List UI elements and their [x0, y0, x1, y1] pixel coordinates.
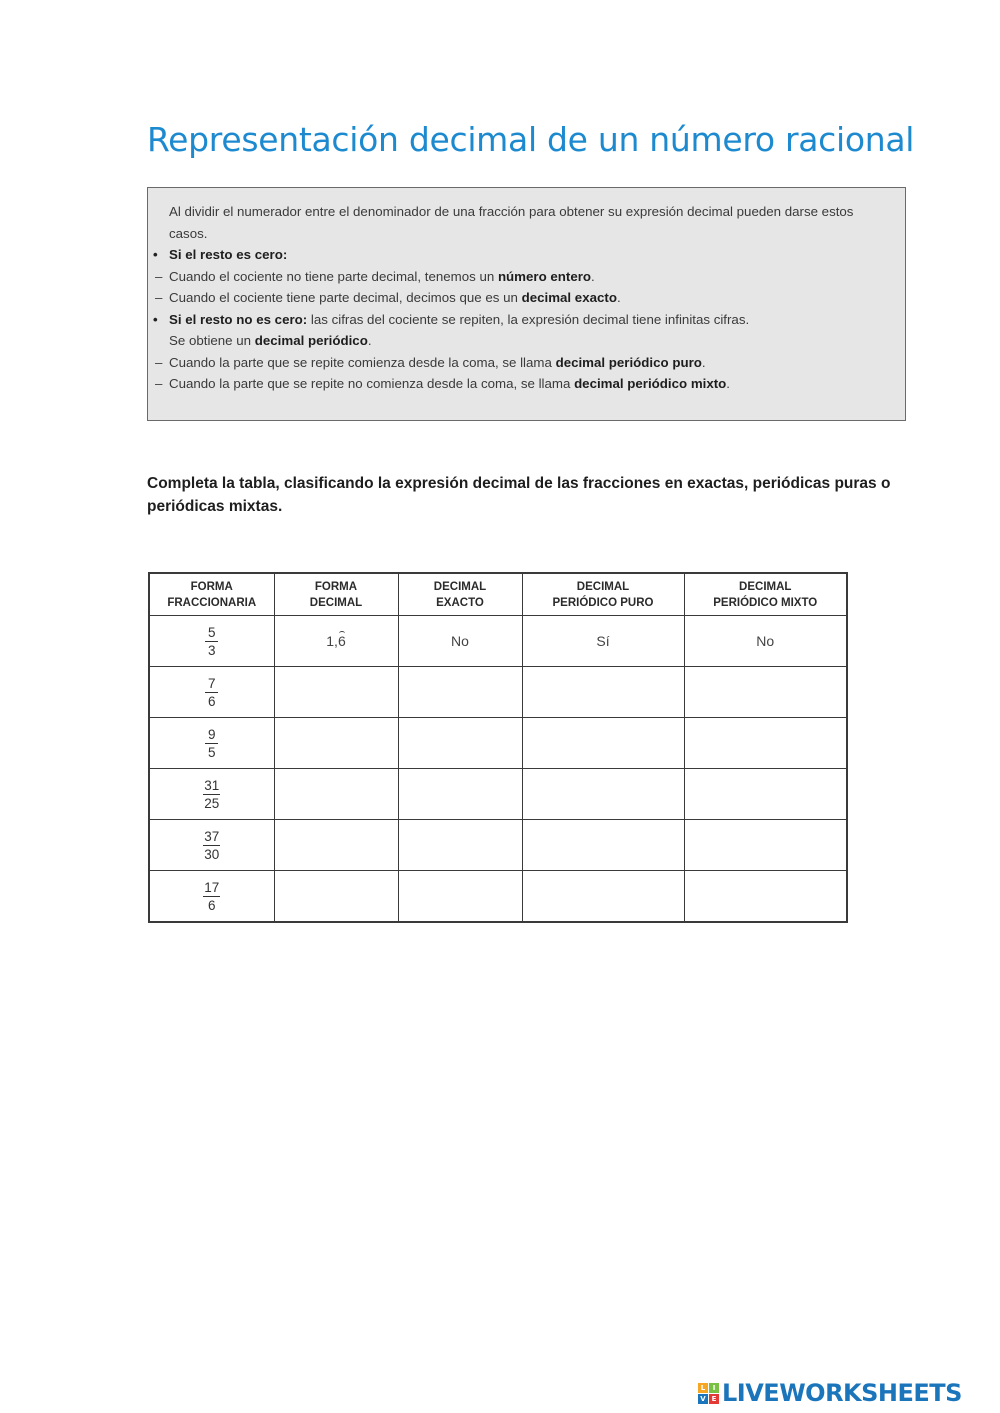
fraction: $\frac{9}{5}$	[205, 726, 218, 761]
exercise-table	[148, 572, 848, 923]
puro-cell[interactable]	[522, 769, 684, 820]
page-title: Representación decimal de un número racional	[147, 120, 915, 159]
case-text: Se obtiene un	[169, 333, 255, 348]
case-heading: Si el resto no es cero:	[169, 311, 308, 327]
decimal-cell[interactable]	[274, 820, 398, 871]
exacto-cell[interactable]	[398, 820, 522, 871]
case-item-term: decimal periódico puro	[555, 354, 702, 370]
puro-cell[interactable]	[522, 718, 684, 769]
mixto-cell[interactable]	[684, 820, 847, 871]
fraction-cell	[149, 667, 274, 718]
puro-cell[interactable]	[522, 871, 684, 923]
repeating-digit: 6	[337, 633, 346, 649]
puro-cell[interactable]: Sí	[522, 616, 684, 667]
case-item-text: Cuando la parte que se repite no comienza desde la coma, se llama	[169, 376, 575, 391]
dash-icon: –	[155, 354, 163, 370]
case-item-term: número entero	[497, 268, 592, 284]
case-remainder-zero	[153, 244, 885, 266]
case-item-end: .	[616, 290, 621, 305]
header-forma-fraccionaria: FORMA FRACCIONARIA	[149, 573, 274, 616]
fraction: $\frac{5}{3}$	[205, 624, 218, 659]
case-item	[155, 352, 885, 374]
case-text: las cifras del cociente se repiten, la expresión decimal tiene infinitas cifras.	[307, 311, 750, 327]
case-item-text: Cuando el cociente tiene parte decimal, decimos que es un	[169, 290, 522, 305]
table-row	[149, 769, 847, 820]
case-term: decimal periódico	[254, 333, 368, 348]
exercise-instruction: Completa la tabla, clasificando la expresión decimal de las fracciones en exactas, periódicas puras o periódicas mixtas.	[147, 475, 891, 515]
dash-icon: –	[155, 376, 163, 391]
header-periodico-mixto: DECIMAL PERIÓDICO MIXTO	[684, 573, 847, 616]
logo-tile: V	[698, 1394, 708, 1404]
dash-icon: –	[155, 290, 163, 305]
fraction-cell	[149, 769, 274, 820]
fraction: $\frac{7}{6}$	[205, 675, 218, 710]
case-item	[155, 287, 885, 309]
decimal-cell[interactable]	[274, 871, 398, 923]
table-row	[149, 820, 847, 871]
case-item-text: Cuando el cociente no tiene parte decimal, tenemos un	[169, 268, 498, 284]
case-item	[155, 266, 885, 288]
mixto-cell[interactable]: No	[684, 616, 847, 667]
header-decimal-exacto: DECIMAL EXACTO	[398, 573, 522, 616]
mixto-cell[interactable]	[684, 769, 847, 820]
table-row	[149, 616, 847, 667]
exacto-cell[interactable]	[398, 718, 522, 769]
fraction-cell	[149, 820, 274, 871]
mixto-cell[interactable]	[684, 718, 847, 769]
info-box	[147, 187, 906, 421]
case-item-end: .	[591, 268, 595, 284]
puro-cell[interactable]	[522, 667, 684, 718]
exacto-cell[interactable]	[398, 769, 522, 820]
case-item-end: .	[726, 376, 730, 391]
bullet-icon: •	[153, 311, 158, 327]
table-row	[149, 871, 847, 923]
case-item-term: decimal exacto	[521, 290, 617, 305]
info-intro: Al dividir el numerador entre el denominador de una fracción para obtener su expresión decimal pueden darse estos casos.	[169, 204, 854, 241]
table-row	[149, 718, 847, 769]
liveworksheets-logo	[698, 1379, 962, 1407]
decimal-cell[interactable]	[274, 769, 398, 820]
decimal-cell[interactable]	[274, 718, 398, 769]
bullet-icon: •	[153, 247, 158, 262]
decimal-cell[interactable]	[274, 667, 398, 718]
case-item	[155, 373, 885, 395]
fraction-cell	[149, 616, 274, 667]
liveworksheets-wordmark: LIVEWORKSHEETS	[722, 1379, 962, 1407]
mixto-cell[interactable]	[684, 667, 847, 718]
case-text-end: .	[367, 333, 372, 348]
exacto-cell[interactable]: No	[398, 616, 522, 667]
header-periodico-puro: DECIMAL PERIÓDICO PURO	[522, 573, 684, 616]
fraction: $\frac{31}{25}$	[204, 777, 220, 811]
fraction: $\frac{17}{6}$	[204, 879, 220, 913]
dash-icon: –	[155, 268, 163, 284]
table-row	[149, 667, 847, 718]
case-remainder-nonzero	[153, 309, 885, 352]
case-item-end: .	[701, 354, 706, 370]
logo-tile: E	[709, 1394, 719, 1404]
exacto-cell[interactable]	[398, 871, 522, 923]
exercise-table-wrapper	[148, 572, 848, 923]
decimal-cell[interactable]: 1,6	[274, 616, 398, 667]
table-header-row	[149, 573, 847, 616]
case-item-term: decimal periódico mixto	[574, 376, 727, 391]
exacto-cell[interactable]	[398, 667, 522, 718]
case-heading: Si el resto es cero:	[169, 247, 288, 262]
fraction-cell	[149, 718, 274, 769]
logo-tile: L	[698, 1383, 708, 1393]
logo-tile: I	[709, 1383, 719, 1393]
fraction: $\frac{37}{30}$	[204, 828, 220, 862]
fraction-cell	[149, 871, 274, 923]
header-forma-decimal: FORMA DECIMAL	[274, 573, 398, 616]
case-item-text: Cuando la parte que se repite comienza desde la coma, se llama	[169, 354, 556, 370]
liveworksheets-logo-icon	[698, 1383, 719, 1404]
mixto-cell[interactable]	[684, 871, 847, 923]
puro-cell[interactable]	[522, 820, 684, 871]
